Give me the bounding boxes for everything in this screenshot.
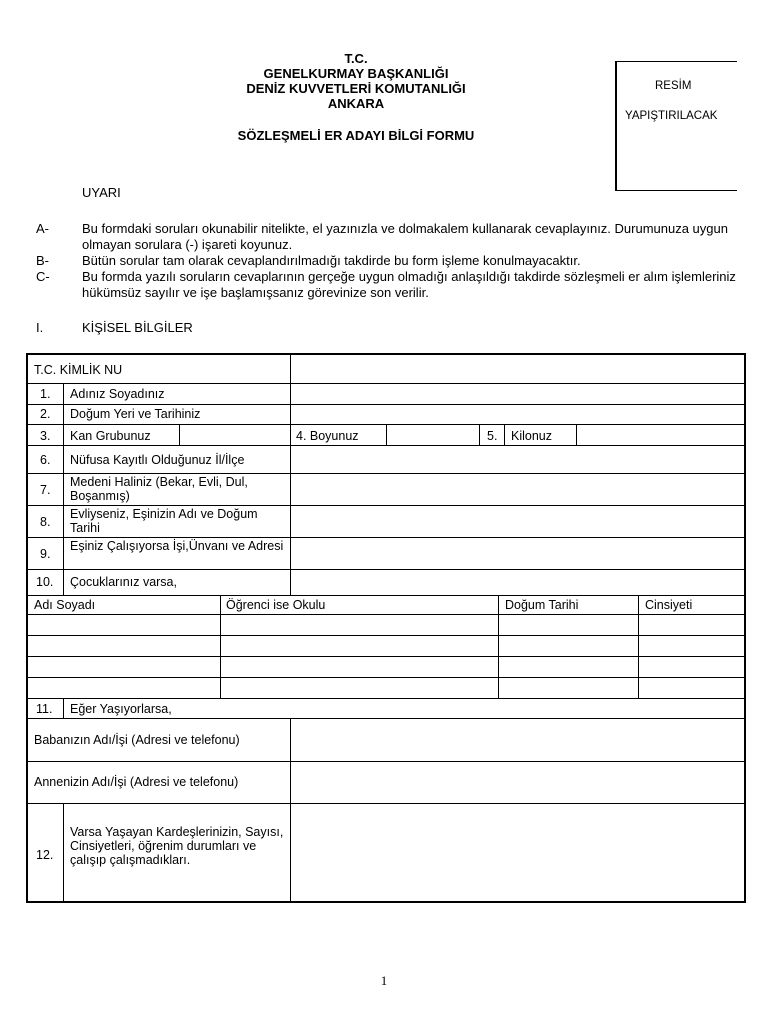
header-city: ANKARA [327, 96, 385, 111]
q10-label: Çocuklarınız varsa, [70, 575, 177, 589]
q9-number: 9. [40, 547, 51, 561]
q7-number: 7. [40, 483, 51, 497]
warning-item [36, 221, 736, 253]
row-divider [28, 505, 744, 506]
warning-text: Bu formda yazılı soruların cevaplarının gerçeğe uygun olmadığı anlaşıldığı takdirde sözleşmeli er alım işlemleriniz hükümsüz sayılır ve işe başlamışsanız görevinize son verilir. [82, 269, 736, 300]
q4-label: 4. Boyunuz [296, 429, 359, 443]
row-divider [28, 445, 744, 446]
row-divider [28, 383, 744, 384]
row-divider [28, 803, 744, 804]
row-divider [28, 473, 744, 474]
q9-label: Eşiniz Çalışıyorsa İşi,Ünvanı ve Adresi [70, 539, 284, 553]
column-divider [638, 595, 639, 698]
column-divider [479, 424, 480, 445]
children-header-birthdate: Doğum Tarihi [505, 598, 579, 612]
column-divider [63, 383, 64, 595]
row-divider [28, 614, 744, 615]
q11-label: Eğer Yaşıyorlarsa, [70, 702, 172, 716]
q12-label: Varsa Yaşayan Kardeşlerinizin, Sayısı, Cinsiyetleri, öğrenim durumları ve çalışıp çalışmadıkları. [70, 825, 284, 867]
children-header-name: Adı Soyadı [34, 598, 96, 612]
q5-label: Kilonuz [511, 429, 552, 443]
q10-number: 10. [36, 575, 54, 589]
row-divider [28, 404, 744, 405]
q12-number: 12. [36, 848, 54, 862]
document-header [150, 51, 562, 143]
column-divider [504, 424, 505, 445]
q6-label: Nüfusa Kayıtlı Olduğunuz İl/İlçe [70, 453, 245, 467]
q7-label: Medeni Haliniz (Bekar, Evli, Dul, Boşanmış) [70, 475, 248, 503]
personal-info-form [26, 353, 746, 903]
row-divider [28, 677, 744, 678]
column-divider [290, 718, 291, 901]
tc-id-label: T.C. KİMLİK NU [34, 363, 123, 377]
warning-marker: B- [36, 253, 49, 268]
section-marker: I. [36, 320, 44, 335]
warning-marker: C- [36, 269, 50, 284]
page-number: 1 [380, 973, 388, 988]
column-divider [179, 424, 180, 445]
warning-item [36, 253, 736, 269]
row-divider [28, 718, 744, 719]
warning-title: UYARI [82, 185, 121, 200]
column-divider [576, 424, 577, 445]
header-general-staff: GENELKURMAY BAŞKANLIĞI [263, 66, 449, 81]
header-naval-command: DENİZ KUVVETLERİ KOMUTANLIĞI [246, 81, 466, 96]
photo-box-label-1: RESİM [655, 80, 692, 92]
warning-text: Bu formdaki soruları okunabilir nitelikte, el yazınızla ve dolmakalem kullanarak cevaplayınız. Durumunuza uygun olmayan sorulara (-) işareti koyunuz. [82, 221, 728, 252]
q5-number: 5. [487, 429, 498, 443]
mother-info-label: Annenizin Adı/İşi (Adresi ve telefonu) [34, 775, 239, 789]
q1-number: 1. [40, 387, 51, 401]
section-title: KİŞİSEL BİLGİLER [82, 320, 193, 335]
column-divider [63, 803, 64, 901]
warning-marker: A- [36, 221, 49, 236]
q1-label: Adınız Soyadınız [70, 387, 165, 401]
q8-number: 8. [40, 515, 51, 529]
row-divider [28, 537, 744, 538]
q11-number: 11. [36, 702, 53, 716]
warning-item [36, 269, 736, 301]
warning-list [36, 221, 736, 301]
q8-label: Evliyseniz, Eşinizin Adı ve Doğum Tarihi [70, 507, 258, 535]
warning-text: Bütün sorular tam olarak cevaplandırılmadığı takdirde bu form işleme konulmayacaktır. [82, 253, 581, 268]
column-divider [498, 595, 499, 698]
row-divider [28, 656, 744, 657]
photo-box-label-2: YAPIŞTIRILACAK [625, 110, 718, 122]
photo-box [615, 61, 737, 191]
father-info-label: Babanızın Adı/İşi (Adresi ve telefonu) [34, 733, 240, 747]
row-divider [28, 569, 744, 570]
children-header-school: Öğrenci ise Okulu [226, 598, 326, 612]
q6-number: 6. [40, 453, 51, 467]
form-title: SÖZLEŞMELİ ER ADAYI BİLGİ FORMU [237, 128, 475, 143]
q3-number: 3. [40, 429, 51, 443]
q3-label: Kan Grubunuz [70, 429, 151, 443]
q2-number: 2. [40, 407, 51, 421]
column-divider [290, 355, 291, 595]
header-tc: T.C. [344, 51, 368, 66]
column-divider [220, 595, 221, 698]
row-divider [28, 761, 744, 762]
row-divider [28, 635, 744, 636]
row-divider [28, 595, 744, 596]
row-divider [28, 698, 744, 699]
column-divider [386, 424, 387, 445]
column-divider [63, 698, 64, 718]
children-header-gender: Cinsiyeti [645, 598, 693, 612]
section-heading [36, 320, 193, 335]
q2-label: Doğum Yeri ve Tarihiniz [70, 407, 201, 421]
